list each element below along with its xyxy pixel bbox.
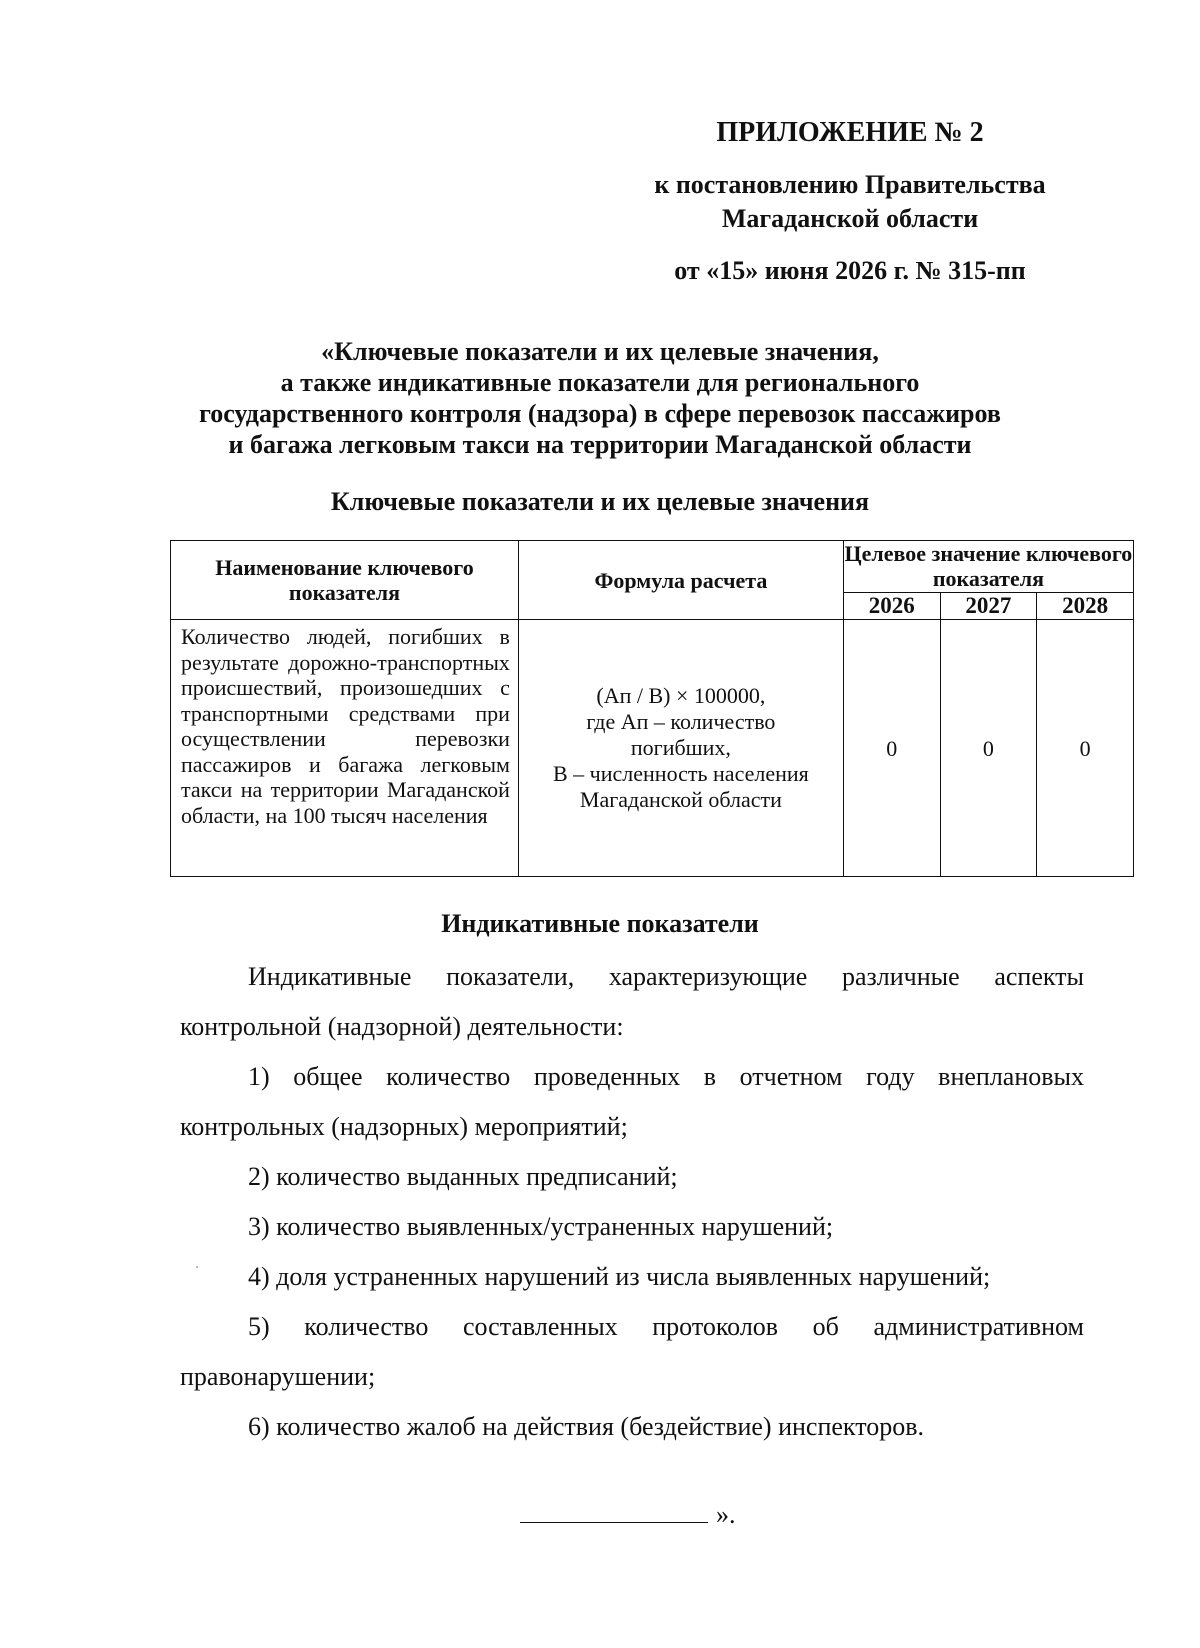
formula-line: (Ап / В) × 100000, (596, 683, 766, 708)
target-value-cell: 0 (843, 620, 940, 877)
signature-underline (520, 1522, 708, 1523)
header-year: 2026 (843, 592, 940, 619)
formula-line: В – численность населения (553, 761, 809, 786)
table-row (171, 620, 1134, 877)
document-title-line: «Ключевые показатели и их целевые значения, (321, 337, 879, 366)
appendix-title: ПРИЛОЖЕНИЕ № 2 (716, 117, 984, 148)
header-formula: Формула расчета (518, 541, 843, 620)
closing-quote-mark: ». (716, 1500, 736, 1529)
indicative-indicators-heading: Индикативные показатели (441, 909, 759, 938)
list-item: 4) доля устраненных нарушений из числа выявленных нарушений; (248, 1262, 991, 1291)
key-indicators-table (170, 540, 1134, 877)
header-year: 2028 (1037, 592, 1134, 619)
formula-cell (518, 620, 843, 877)
list-item: 6) количество жалоб на действия (бездействие) инспекторов. (248, 1412, 924, 1441)
target-value-cell: 0 (940, 620, 1037, 877)
formula-line: погибших, (630, 735, 731, 760)
indicative-indicators-list (180, 952, 1084, 1452)
list-item: 2) количество выданных предписаний; (248, 1162, 678, 1191)
header-indicator-name: Наименование ключевого показателя (171, 541, 519, 620)
appendix-region-line: Магаданской области (721, 204, 979, 233)
indicative-intro-paragraph: Индикативные показатели, характеризующие различные аспекты контрольной (надзорной) деятельности: (180, 962, 1084, 1041)
document-title-line: государственного контроля (надзора) в сфере перевозок пассажиров (199, 399, 1001, 428)
list-item: 5) количество составленных протоколов об административном правонарушении; (180, 1312, 1084, 1391)
document-title (150, 336, 1050, 460)
document-title-line: а также индикативные показатели для регионального (280, 368, 920, 397)
formula-line: Магаданской области (579, 787, 782, 812)
list-item: 3) количество выявленных/устраненных нарушений; (248, 1212, 834, 1241)
header-year: 2027 (940, 592, 1037, 619)
key-indicators-heading: Ключевые показатели и их целевые значения (330, 487, 870, 516)
header-target-value: Целевое значение ключевого показателя (844, 541, 1133, 592)
scan-speck (196, 1266, 198, 1268)
table-header-row (171, 541, 1134, 593)
appendix-resolution-line: к постановлению Правительства (654, 170, 1046, 199)
formula-line: где Ап – количество (586, 709, 776, 734)
indicator-name-cell: Количество людей, погибших в результате дорожно-транспортных происшествий, произошедших с транспортными средствами при осуществлении перевозки пассажиров и багажа легковым такси на территории Магаданской области, на 100 тысяч населения (171, 620, 519, 877)
document-title-line: и багажа легковым такси на территории Магаданской области (228, 430, 972, 459)
target-value-cell: 0 (1037, 620, 1134, 877)
closing-line (520, 1500, 736, 1530)
appendix-header (620, 116, 1080, 288)
list-item: 1) общее количество проведенных в отчетном году внеплановых контрольных (надзорных) мероприятий; (180, 1062, 1084, 1141)
appendix-date-line: от «15» июня 2026 г. № 315-пп (674, 256, 1026, 285)
